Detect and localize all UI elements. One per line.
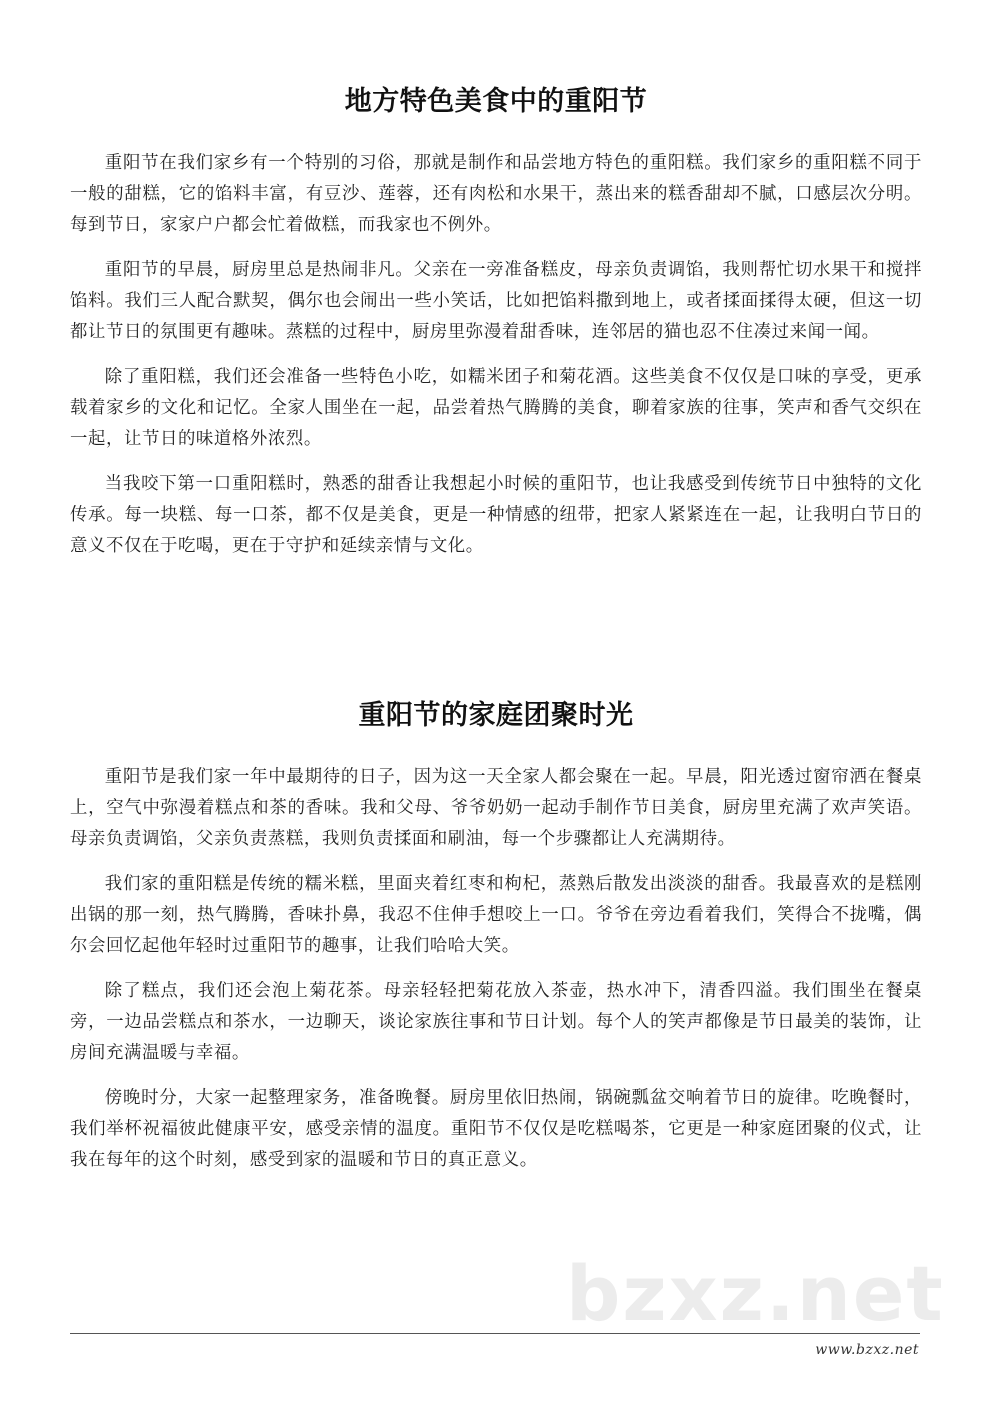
paragraph: 除了糕点，我们还会泡上菊花茶。母亲轻轻把菊花放入茶壶，热水冲下，清香四溢。我们围坐在餐桌旁，一边品尝糕点和茶水，一边聊天，谈论家族往事和节日计划。每个人的笑声都像是节日最美的装饰，让房间充满温暖与幸福。 [70,981,922,1063]
paragraph: 重阳节的早晨，厨房里总是热闹非凡。父亲在一旁准备糕皮，母亲负责调馅，我则帮忙切水果干和搅拌馅料。我们三人配合默契，偶尔也会闹出一些小笑话，比如把馅料撒到地上，或者揉面揉得太硬，但这一切都让节日的氛围更有趣味。蒸糕的过程中，厨房里弥漫着甜香味，连邻居的猫也忍不住凑过来闻一闻。 [70,260,922,342]
section-family-reunion [70,696,922,1190]
section-title: 地方特色美食中的重阳节 [344,86,648,117]
paragraph: 傍晚时分，大家一起整理家务，准备晚餐。厨房里依旧热闹，锅碗瓢盆交响着节日的旋律。吃晚餐时，我们举杯祝福彼此健康平安，感受亲情的温度。重阳节不仅仅是吃糕喝茶，它更是一种家庭团聚的仪式，让我在每年的这个时刻，感受到家的温暖和节日的真正意义。 [70,1088,922,1170]
paragraph: 除了重阳糕，我们还会准备一些特色小吃，如糯米团子和菊花酒。这些美食不仅仅是口味的享受，更承载着家乡的文化和记忆。全家人围坐在一起，品尝着热气腾腾的美食，聊着家族的往事，笑声和香气交织在一起，让节日的味道格外浓烈。 [70,367,922,449]
watermark-logo: bzxz.net [566,1249,945,1338]
paragraph: 重阳节是我们家一年中最期待的日子，因为这一天全家人都会聚在一起。早晨，阳光透过窗帘洒在餐桌上，空气中弥漫着糕点和茶的香味。我和父母、爷爷奶奶一起动手制作节日美食，厨房里充满了欢声笑语。母亲负责调馅，父亲负责蒸糕，我则负责揉面和刷油，每一个步骤都让人充满期待。 [70,767,922,849]
section-body [70,148,922,562]
section-local-food [70,82,922,576]
paragraph: 我们家的重阳糕是传统的糯米糕，里面夹着红枣和枸杞，蒸熟后散发出淡淡的甜香。我最喜欢的是糕刚出锅的那一刻，热气腾腾，香味扑鼻，我忍不住伸手想咬上一口。爷爷在旁边看着我们，笑得合不拢嘴，偶尔会回忆起他年轻时过重阳节的趣事，让我们哈哈大笑。 [70,874,922,956]
footer-url: www.bzxz.net [815,1342,919,1358]
section-title: 重阳节的家庭团聚时光 [358,700,634,731]
section-body [70,762,922,1176]
paragraph: 重阳节在我们家乡有一个特别的习俗，那就是制作和品尝地方特色的重阳糕。我们家乡的重阳糕不同于一般的甜糕，它的馅料丰富，有豆沙、莲蓉，还有肉松和水果干，蒸出来的糕香甜却不腻，口感层次分明。每到节日，家家户户都会忙着做糕，而我家也不例外。 [70,153,922,235]
footer-divider [70,1333,920,1334]
paragraph: 当我咬下第一口重阳糕时，熟悉的甜香让我想起小时候的重阳节，也让我感受到传统节日中独特的文化传承。每一块糕、每一口茶，都不仅是美食，更是一种情感的纽带，把家人紧紧连在一起，让我明白节日的意义不仅在于吃喝，更在于守护和延续亲情与文化。 [70,474,922,556]
